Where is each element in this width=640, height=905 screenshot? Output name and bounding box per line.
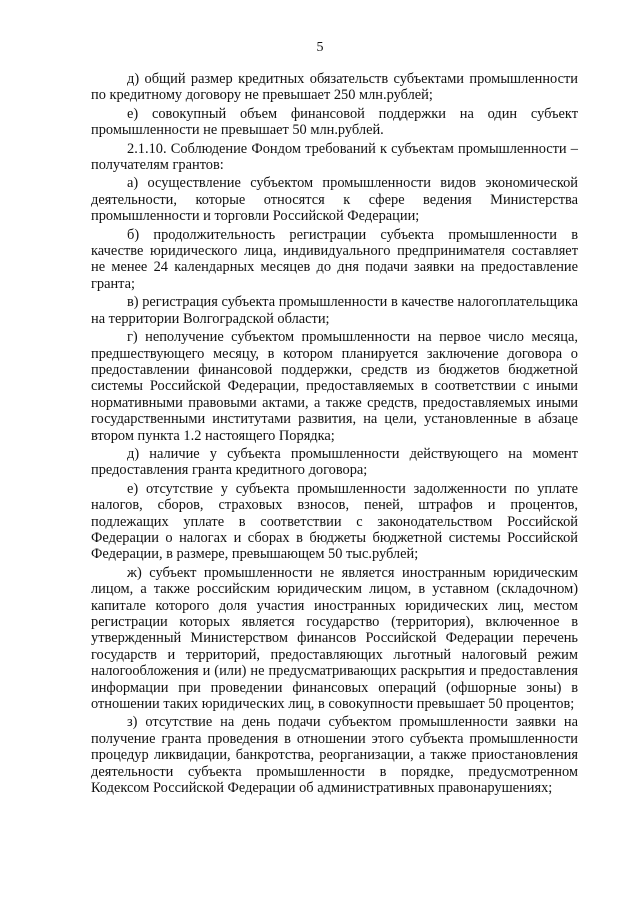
- paragraph-a: а) осуществление субъектом промышленности видов экономической деятельности, которые относятся к сфере ведения Министерства промышленности и торговли Российской Федерации;: [91, 175, 578, 225]
- paragraph-d: д) наличие у субъекта промышленности действующего на момент предоставления гранта кредитного договора;: [91, 445, 578, 479]
- paragraph-e-support-limit: е) совокупный объем финансовой поддержки на один субъект промышленности не превышает 50 млн.рублей.: [91, 105, 578, 139]
- paragraph-z: з) отсутствие на день подачи субъектом промышленности заявки на получение гранта проведения в отношении этого субъекта промышленности процедур ликвидации, банкротства, реорганизации, а также приостановления деятельности субъекта промышленности в порядке, предусмотренном Кодексом Российской Федерации об административных правонарушениях;: [91, 714, 578, 797]
- page-number: 5: [316, 40, 324, 55]
- paragraph-b: б) продолжительность регистрации субъекта промышленности в качестве юридического лица, индивидуального предпринимателя составляет не менее 24 календарных месяцев до дня подачи заявки на предоставление гранта;: [91, 226, 578, 292]
- paragraph-2-1-10-heading: 2.1.10. Соблюдение Фондом требований к субъектам промышленности – получателям грантов:: [91, 140, 578, 174]
- paragraph-g: г) неполучение субъектом промышленности на первое число месяца, предшествующего месяцу, в котором планируется заключение договора о предоставлении финансовой поддержки, средств из бюджетов бюджетной системы Российской Федерации, предоставляемых в соответствии с иными нормативными правовыми актами, а также средств, предоставляемых иными государственными институтами развития, на цели, установленные в абзаце втором пункта 1.2 настоящего Порядка;: [91, 329, 578, 444]
- paragraph-d-credit-limit: д) общий размер кредитных обязательств субъектами промышленности по кредитному договору не превышает 250 млн.рублей;: [91, 71, 578, 104]
- paragraph-v: в) регистрация субъекта промышленности в качестве налогоплательщика на территории Волгоградской области;: [91, 294, 578, 327]
- paragraph-e: е) отсутствие у субъекта промышленности задолженности по уплате налогов, сборов, страховых взносов, пеней, штрафов и процентов, подлежащих уплате в соответствии с законодательством Российской Федерации о налогах и сборах в бюджеты бюджетной системы Российской Федерации, в размере, превышающем 50 тыс.рублей;: [91, 480, 578, 563]
- document-body: [91, 71, 578, 798]
- paragraph-zh: ж) субъект промышленности не является иностранным юридическим лицом, а также российским юридическим лицом, в уставном (складочном) капитале которого доля участия иностранных юридических лиц, местом регистрации которых является государство (территория), включенное в утвержденный Министерством финансов Российской Федерации перечень государств и территорий, предоставляющих льготный налоговый режим налогообложения и (или) не предусматривающих раскрытия и предоставления информации при проведении финансовых операций (офшорные зоны) в отношении таких юридических лиц, в совокупности превышает 50 процентов;: [91, 564, 578, 713]
